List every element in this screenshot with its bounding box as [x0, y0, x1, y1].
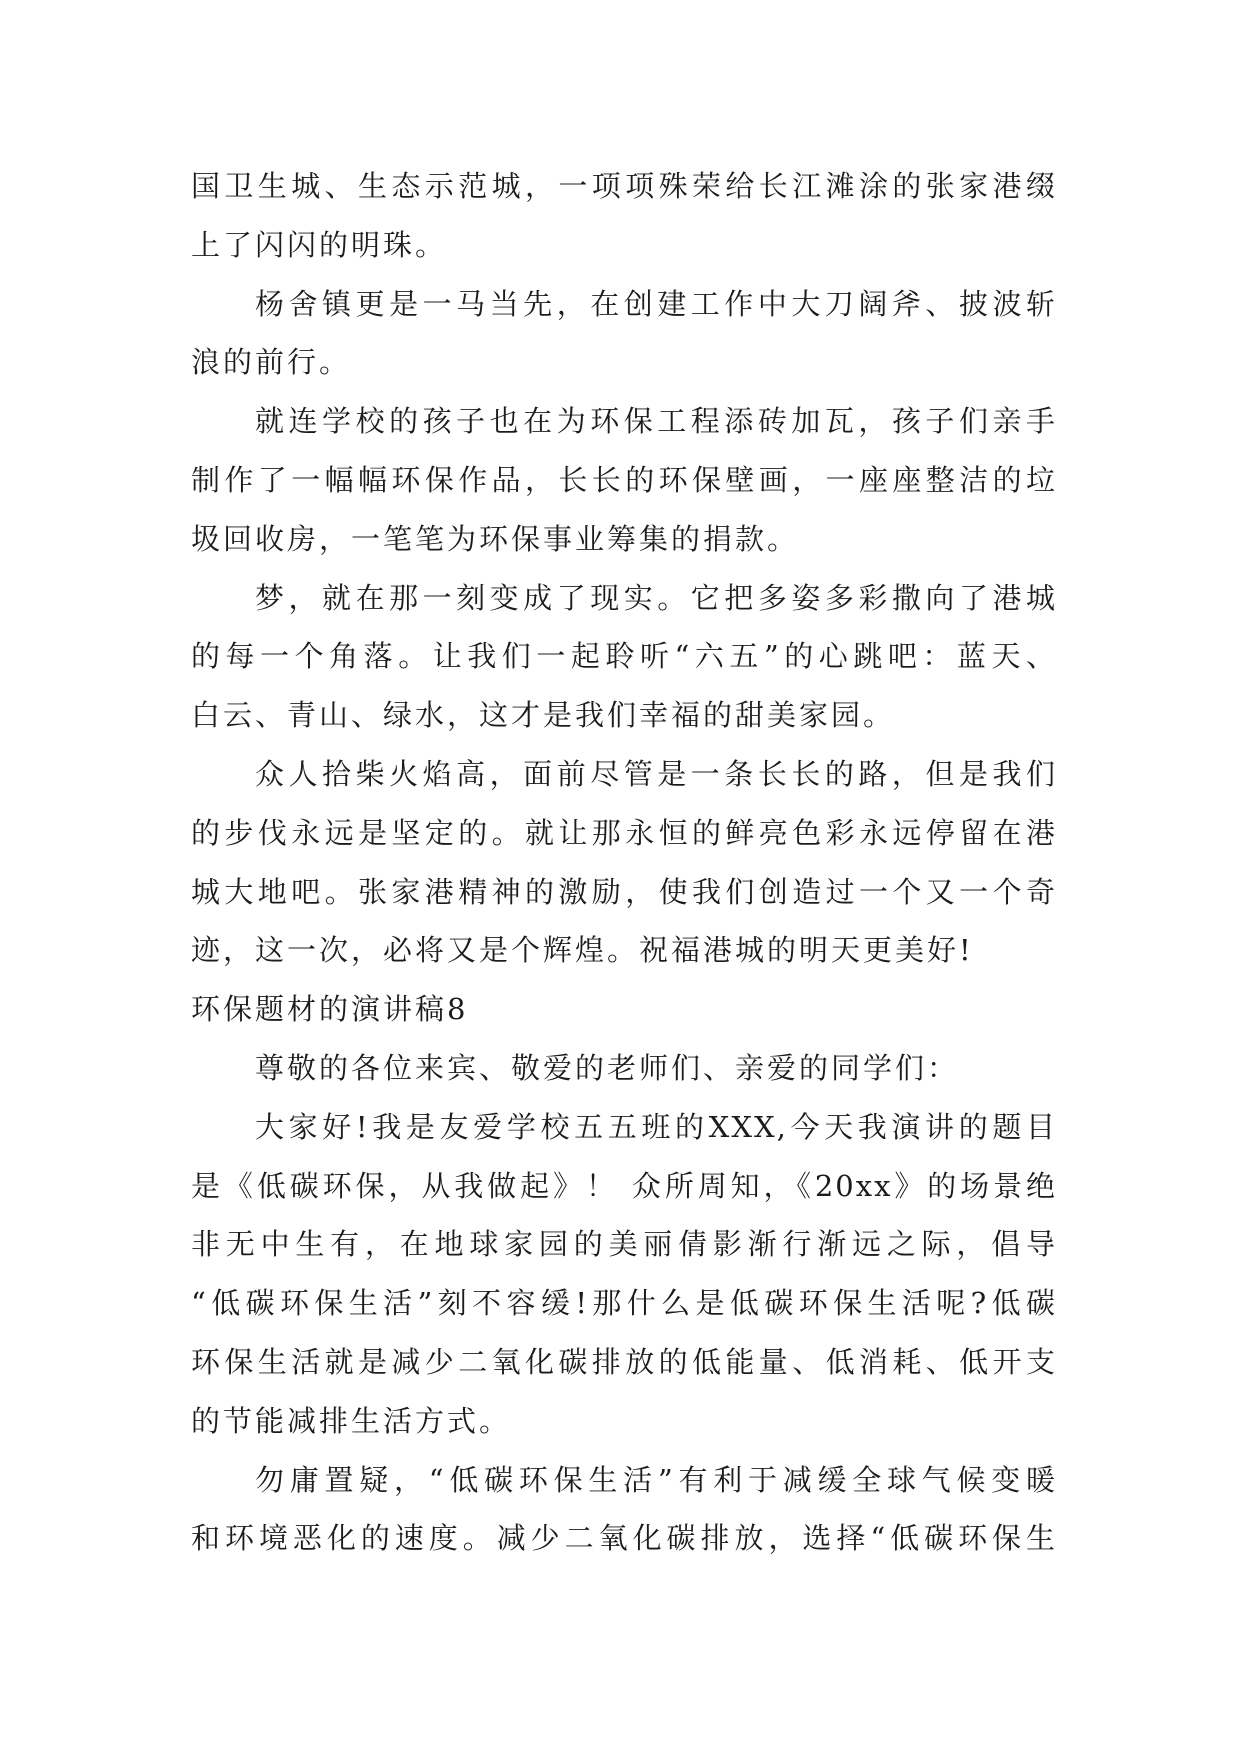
paragraph — [191, 1039, 1057, 1098]
text-line: 城大地吧。张家港精神的激励，使我们创造过一个又一个奇 — [191, 874, 1057, 909]
text-line: 非无中生有，在地球家园的美丽倩影渐行渐远之际，倡导 — [191, 1227, 1057, 1262]
text-line: 浪的前行。 — [191, 345, 352, 380]
section-heading: 环保题材的演讲稿8 — [191, 992, 469, 1027]
document-body — [191, 157, 1057, 1568]
text-line: 上了闪闪的明珠。 — [191, 227, 448, 262]
paragraph — [191, 157, 1057, 275]
text-line: 白云、青山、绿水，这才是我们幸福的甜美家园。 — [191, 698, 896, 733]
text-line: 环保生活就是减少二氧化碳排放的低能量、低消耗、低开支 — [191, 1344, 1057, 1379]
text-line: 和环境恶化的速度。减少二氧化碳排放，选择“低碳环保生 — [191, 1521, 1057, 1556]
paragraph — [191, 569, 1057, 745]
paragraph — [191, 745, 1057, 980]
text-line: 圾回收房，一笔笔为环保事业筹集的捐款。 — [191, 521, 800, 556]
text-line: 是《低碳环保，从我做起》！ 众所周知，《20xx》的场景绝 — [191, 1168, 1057, 1203]
text-line: 的每一个角落。让我们一起聆听“六五”的心跳吧：蓝天、 — [191, 639, 1057, 674]
text-line: 的节能减排生活方式。 — [191, 1403, 512, 1438]
paragraph — [191, 1098, 1057, 1451]
text-line: 众人拾柴火焰高，面前尽管是一条长长的路，但是我们 — [255, 756, 1057, 791]
text-line: 尊敬的各位来宾、敬爱的老师们、亲爱的同学们： — [255, 1050, 960, 1085]
paragraph — [191, 1451, 1057, 1569]
paragraph — [191, 275, 1057, 393]
text-line: “低碳环保生活”刻不容缓!那什么是低碳环保生活呢?低碳 — [191, 1286, 1057, 1321]
paragraph — [191, 392, 1057, 568]
text-line: 制作了一幅幅环保作品，长长的环保壁画，一座座整洁的垃 — [191, 462, 1057, 497]
text-line: 迹，这一次，必将又是个辉煌。祝福港城的明天更美好! — [191, 933, 974, 968]
text-line: 国卫生城、生态示范城，一项项殊荣给长江滩涂的张家港缀 — [191, 169, 1057, 203]
text-line: 勿庸置疑，“低碳环保生活”有利于减缓全球气候变暖 — [255, 1462, 1057, 1497]
text-line: 杨舍镇更是一马当先，在创建工作中大刀阔斧、披波斩 — [255, 286, 1057, 321]
text-line: 大家好!我是友爱学校五五班的XXX,今天我演讲的题目 — [255, 1109, 1057, 1144]
text-line: 梦，就在那一刻变成了现实。它把多姿多彩撒向了港城 — [255, 580, 1057, 615]
text-line: 的步伐永远是坚定的。就让那永恒的鲜亮色彩永远停留在港 — [191, 815, 1057, 850]
text-line: 就连学校的孩子也在为环保工程添砖加瓦，孩子们亲手 — [255, 404, 1057, 439]
